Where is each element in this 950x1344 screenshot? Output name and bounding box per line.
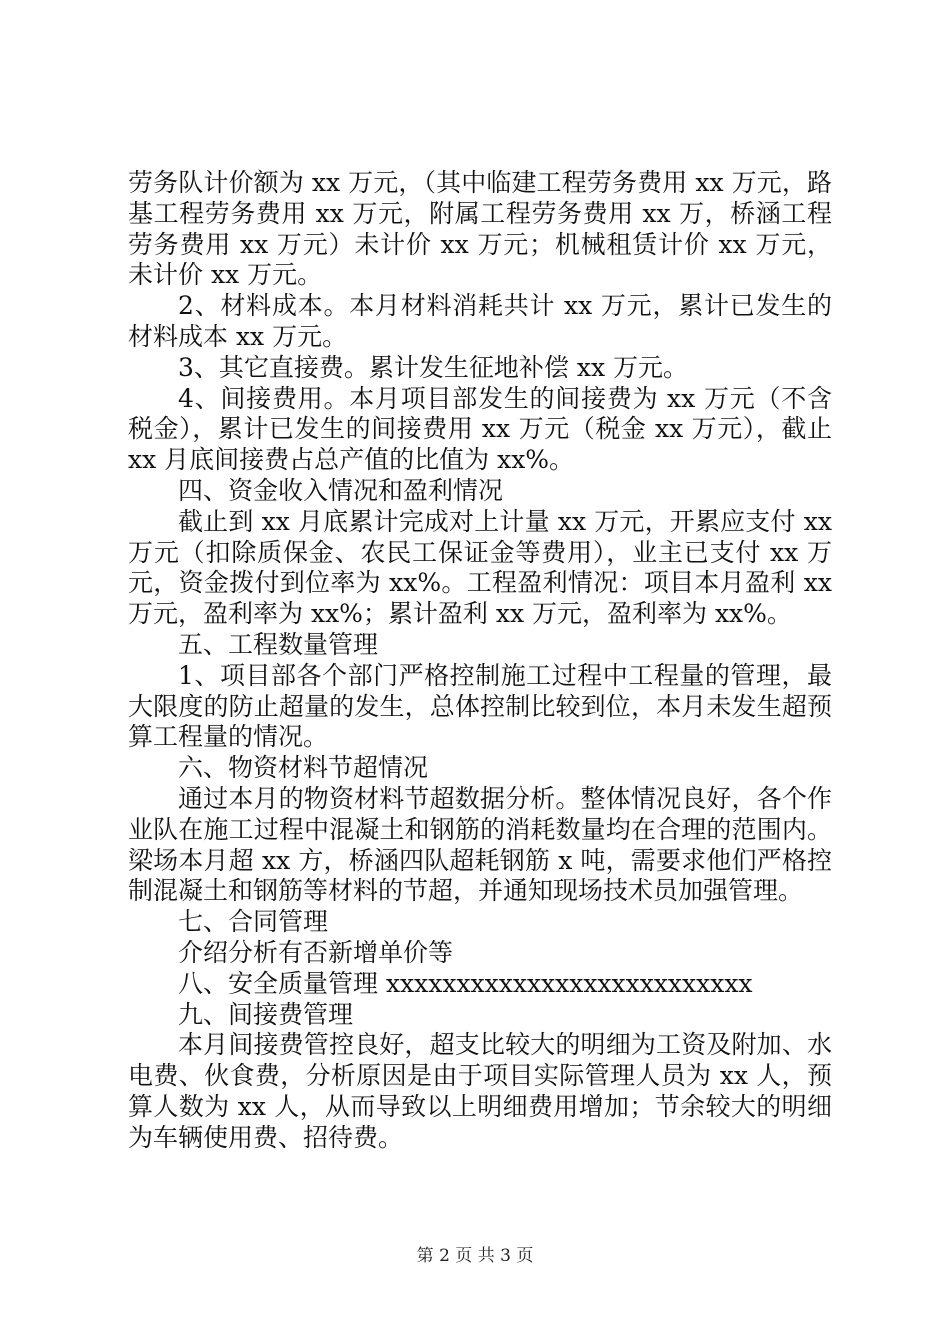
paragraph-funds-and-profit: 截止到 xx 月底累计完成对上计量 xx 万元，开累应支付 xx 万元（扣除质保金、农民工保证金等费用），业主已支付 xx 万元，资金拨付到位率为 xx%。工程盈利情况：项目本月盈利 xx 万元，盈利率为 xx%；累计盈利 xx 万元，盈利率为 xx%。: [128, 506, 832, 629]
heading-contract-management: 七、合同管理: [178, 907, 329, 937]
heading-safety-quality: 八、安全质量管理 xxxxxxxxxxxxxxxxxxxxxxxxxx: [178, 968, 753, 998]
paragraph-indirect-cost-management: 本月间接费管控良好，超支比较大的明细为工资及附加、水电费、伙食费，分析原因是由于项目实际管理人员为 xx 人，预算人数为 xx 人，从而导致以上明细费用增加；节余较大的明细为车辆使用费、招待费。: [128, 1030, 832, 1152]
heading-indirect-cost-management: 九、间接费管理: [178, 999, 354, 1029]
page-footer: 第 2 页 共 3 页: [416, 1246, 534, 1266]
heading-funds-and-profit: 四、资金收入情况和盈利情况: [178, 475, 504, 505]
paragraph-material-cost: 2、材料成本。本月材料消耗共计 xx 万元，累计已发生的材料成本 xx 万元。: [128, 291, 832, 351]
document-body: [128, 168, 832, 1154]
heading-material-savings: 六、物资材料节超情况: [178, 753, 429, 783]
paragraph-indirect-cost: 4、间接费用。本月项目部发生的间接费为 xx 万元（不含税金），累计已发生的间接费用 xx 万元（税金 xx 万元），截止 xx 月底间接费占总产值的比值为 xx%。: [128, 383, 832, 475]
paragraph-quantity-management: 1、项目部各个部门严格控制施工过程中工程量的管理，最大限度的防止超量的发生，总体控制比较到位，本月未发生超预算工程量的情况。: [128, 660, 832, 752]
paragraph-labor-cost: 劳务队计价额为 xx 万元，（其中临建工程劳务费用 xx 万元，路基工程劳务费用 xx 万元，附属工程劳务费用 xx 万，桥涵工程劳务费用 xx 万元）未计价 xx 万元；机械租赁计价 xx 万元，未计价 xx 万元。: [128, 168, 832, 290]
paragraph-material-savings: 通过本月的物资材料节超数据分析。整体情况良好，各个作业队在施工过程中混凝土和钢筋的消耗数量均在合理的范围内。梁场本月超 xx 方，桥涵四队超耗钢筋 x 吨，需要求他们严格控制混凝土和钢筋等材料的节超，并通知现场技术员加强管理。: [128, 783, 832, 906]
heading-quantity-management: 五、工程数量管理: [178, 629, 379, 659]
paragraph-other-direct-cost: 3、其它直接费。累计发生征地补偿 xx 万元。: [178, 352, 688, 382]
paragraph-contract-management: 介绍分析有否新增单价等: [178, 937, 454, 967]
